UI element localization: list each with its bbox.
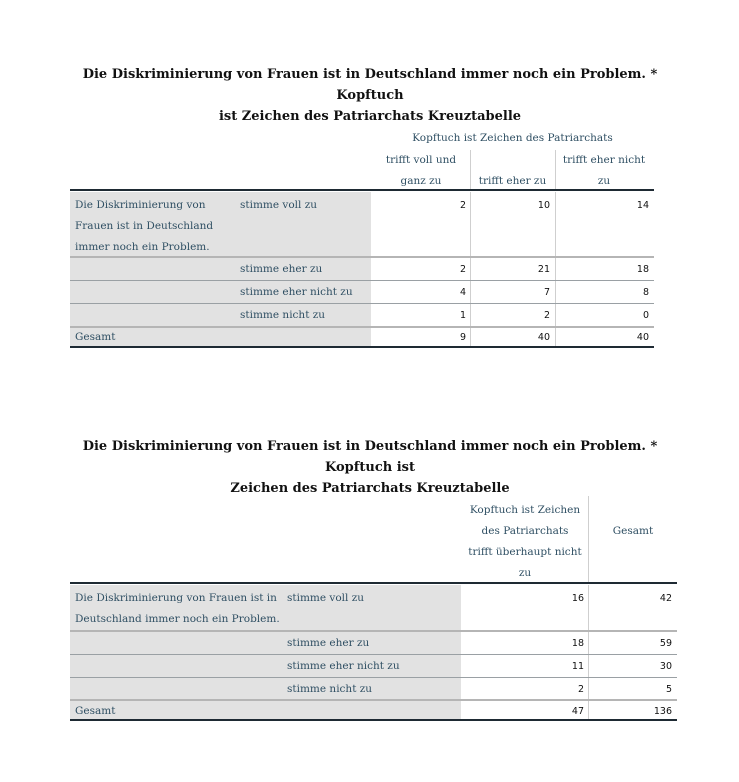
table1-cell: 2	[543, 310, 550, 321]
table2-bottom-rule	[70, 719, 677, 721]
table1-cell: 4	[459, 287, 466, 298]
table2-row-label: stimme eher zu	[287, 637, 370, 649]
table1-title-line1: Die Diskriminierung von Frauen ist in Deutschland immer noch ein Problem. * Kopftuch	[82, 67, 658, 103]
table1-group-header: Kopftuch ist Zeichen des Patriarchats	[412, 132, 613, 144]
table2-col-header-line2: des Patriarchats	[481, 525, 569, 537]
table1-row-label: stimme nicht zu	[240, 309, 326, 321]
table2-row-var-label-line2: Deutschland immer noch ein Problem.	[75, 613, 280, 625]
table1-row-label: stimme eher nicht zu	[240, 286, 353, 298]
table1-title-line2: ist Zeichen des Patriarchats Kreuztabelle	[218, 109, 522, 124]
table1-row-label: stimme voll zu	[240, 199, 318, 211]
table1-total-cell: 9	[459, 332, 466, 343]
table1-row-rule	[70, 303, 654, 304]
table1-header-rule	[70, 189, 654, 191]
table1-row-var-label-line3: immer noch ein Problem.	[75, 241, 210, 253]
table1-total-cell: 40	[537, 332, 550, 343]
table1-row-var-label-line2: Frauen ist in Deutschland	[75, 220, 214, 232]
table2-row-label: stimme eher nicht zu	[287, 660, 400, 672]
table1-cell: 1	[459, 310, 466, 321]
table1-col1-header-line1: trifft voll und	[385, 154, 457, 166]
table2-cell: 18	[571, 638, 584, 649]
table2-total-cell: 136	[653, 706, 672, 717]
table2-col-header-line1: Kopftuch ist Zeichen	[469, 504, 581, 516]
table1-row-rule	[70, 280, 654, 281]
table1-title	[60, 64, 680, 127]
table1-cell: 7	[543, 287, 550, 298]
table2-header-rule	[70, 582, 677, 584]
table2-cell: 2	[577, 684, 584, 695]
table1-col2-header-line2: trifft eher zu	[478, 175, 547, 187]
table2-total-cell: 47	[571, 706, 584, 717]
table1-cell: 14	[636, 200, 649, 211]
table2-row-rule	[70, 630, 677, 632]
table1-cell: 2	[459, 200, 466, 211]
table2-title	[60, 436, 680, 499]
table2-row-rule	[70, 677, 677, 678]
table1-cell: 18	[636, 264, 649, 275]
table2-cell: 42	[659, 593, 672, 604]
table2-row-label: stimme nicht zu	[287, 683, 373, 695]
table1-col1-header-line2: ganz zu	[400, 175, 442, 187]
table1-cell: 10	[537, 200, 550, 211]
table1-total-cell: 40	[636, 332, 649, 343]
table1-col3-header-line2: zu	[597, 175, 611, 187]
table2-cell: 5	[665, 684, 672, 695]
table2-title-line2: Zeichen des Patriarchats Kreuztabelle	[230, 481, 510, 496]
table1-row-var-label-line1: Die Diskriminierung von	[75, 199, 206, 211]
table1-col3-header-line1: trifft eher nicht	[562, 154, 646, 166]
table1-cell: 8	[642, 287, 649, 298]
table1-cell: 0	[642, 310, 649, 321]
table2-row-var-label-line1: Die Diskriminierung von Frauen ist in	[75, 592, 277, 604]
table2-cell: 11	[571, 661, 584, 672]
table2-row-rule	[70, 654, 677, 655]
table1-total-label: Gesamt	[75, 331, 116, 343]
table1-header-divider	[470, 150, 471, 190]
table1-cell: 2	[459, 264, 466, 275]
table2-gesamt-header: Gesamt	[612, 525, 654, 537]
table1-header-divider	[555, 150, 556, 190]
table1-cell: 21	[537, 264, 550, 275]
table2-row-rule	[70, 699, 677, 701]
table2-row-label: stimme voll zu	[287, 592, 365, 604]
table2-col-header-line4: zu	[518, 567, 532, 579]
table2-header-divider	[588, 496, 589, 584]
table2-cell: 30	[659, 661, 672, 672]
table2-cell: 59	[659, 638, 672, 649]
table2-cell: 16	[571, 593, 584, 604]
table1-row-label: stimme eher zu	[240, 263, 323, 275]
table2-title-line1: Die Diskriminierung von Frauen ist in Deutschland immer noch ein Problem. * Kopftuch ist	[82, 439, 658, 475]
table2-col-header-line3: trifft überhaupt nicht	[468, 546, 582, 558]
table2-total-label: Gesamt	[75, 705, 116, 717]
